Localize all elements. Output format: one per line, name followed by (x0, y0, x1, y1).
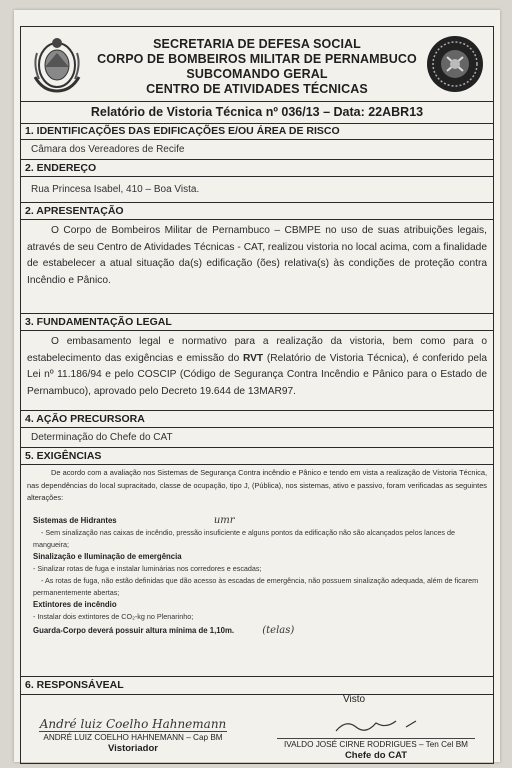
report-title: Relatório de Vistoria Técnica nº 036/13 – Data: 22ABR13 (21, 101, 493, 124)
legal-basis-text (21, 331, 493, 400)
section-4-heading: 3. FUNDAMENTAÇÃO LEGAL (21, 315, 493, 331)
section-3-heading: 2. APRESENTAÇÃO (21, 204, 493, 220)
section-1-heading: 1. IDENTIFICAÇÕES DAS EDIFICAÇÕES E/OU ÁREA DE RISCO (21, 124, 493, 140)
left-handwritten-signature: André luiz Coelho Hahnemann (39, 717, 227, 731)
header-line-1: SECRETARIA DE DEFESA SOCIAL (153, 37, 361, 51)
legal-text-part-b: (Relatório de Vistoria Técnica), é conferido pela Lei nº 11.186/94 e pelo COSCIP (Código de Segurança Contra Incêndio e Pânico para o Estado de Pernambuco), aprovado pelo Decreto 19.644 de 13MAR97. (27, 352, 487, 397)
precursor-action: Determinação do Chefe do CAT (31, 432, 173, 443)
left-signer-name: ANDRÉ LUIZ COELHO HAHNEMANN – Cap BM (43, 733, 223, 742)
section-6-body (21, 465, 493, 677)
handwritten-note-telas: (telas) (262, 624, 295, 636)
extinguishers-requirement: - Instalar dois extintores de CO₂-kg no Plenarinho; (33, 611, 194, 621)
section-7-heading: 6. RESPONSÁVEAL (25, 679, 124, 691)
right-handwritten-signature-icon (316, 717, 436, 733)
handwritten-note-umr: umr (213, 514, 235, 526)
guardrail-requirement: Guarda-Corpo deverá possuir altura mínima de 1,10m. (33, 625, 235, 635)
right-signer-name: IVALDO JOSÉ CIRNE RODRIGUES – Ten Cel BM (284, 740, 468, 749)
hydrant-title-text: Sistemas de Hidrantes (33, 515, 117, 525)
visto-label: Visto (343, 694, 366, 705)
address: Rua Princesa Isabel, 410 – Boa Vista. (31, 184, 200, 195)
hydrant-requirement: - Sem sinalização nas caixas de incêndio, pressão insuficiente e alguns pontos da edificação não são alcançados pelos lances de mangueira; (33, 527, 455, 549)
legal-text-rvt: RVT (242, 352, 264, 364)
section-3-body (21, 220, 493, 314)
presentation-text: O Corpo de Bombeiros Militar de Pernambuco – CBMPE no uso de suas atribuições legais, através de seu Centro de Atividades Técnicas - CAT, realizou vistoria no local acima, com a finalidade de estabelecer a atual situação da(s) edificação (ões) relativa(s) às condições de proteção contra Incêndio e Pânico. (27, 225, 487, 286)
section-5-body (21, 428, 493, 448)
signature-divider (21, 694, 493, 695)
section-2-body (21, 177, 493, 203)
legal-text-part-a: O embasamento legal e normativo para a realização da vistoria, bem como para o estabelecimento das exigências e emissão do (27, 336, 487, 364)
letterhead-text (91, 37, 423, 97)
signature-right (271, 717, 481, 762)
header-line-3: SUBCOMANDO GERAL (186, 67, 328, 81)
fire-brigade-badge-icon (425, 33, 485, 95)
signature-left (33, 717, 233, 755)
requirements-intro: De acordo com a avaliação nos Sistemas de Segurança Contra incêndio e Pânico e tendo em vista a realização de Vistoria Técnica, nas dependências do local supracitado, classe de ocupação, tipo J, (Pública), nos sistemas, ativo e passivo, foram verificadas as seguintes alterações: (27, 468, 487, 502)
section-6-heading: 5. EXIGÊNCIAS (21, 449, 493, 465)
extinguishers-title: Extintores de incêndio (33, 599, 117, 609)
signage-requirement-1: - Sinalizar rotas de fuga e instalar luminárias nos corredores e escadas; (33, 563, 262, 573)
header-line-4: CENTRO DE ATIVIDADES TÉCNICAS (146, 82, 368, 96)
signage-requirement-2: - As rotas de fuga, não estão definidas que dão acesso às escadas de emergência, não possuem sinalização adequada, além de ficarem permanentemente abertas; (33, 575, 479, 597)
letterhead (21, 27, 493, 102)
hydrant-system-title (21, 515, 493, 527)
section-2-heading: 2. ENDEREÇO (21, 161, 493, 177)
report-frame (20, 26, 494, 764)
right-signer-role: Chefe do CAT (344, 750, 408, 761)
section-4-body (21, 331, 493, 411)
header-line-2: CORPO DE BOMBEIROS MILITAR DE PERNAMBUCO (97, 52, 417, 66)
section-5-heading: 4. AÇÃO PRECURSORA (21, 412, 493, 428)
section-1-body (21, 140, 493, 160)
left-signer-role: Vistoriador (108, 743, 158, 754)
state-coat-of-arms-icon (29, 33, 85, 95)
signage-lighting-title: Sinalização e Iluminação de emergência (33, 551, 182, 561)
guardrail-requirement-line (21, 623, 493, 637)
building-name: Câmara dos Vereadores de Recife (31, 144, 185, 155)
